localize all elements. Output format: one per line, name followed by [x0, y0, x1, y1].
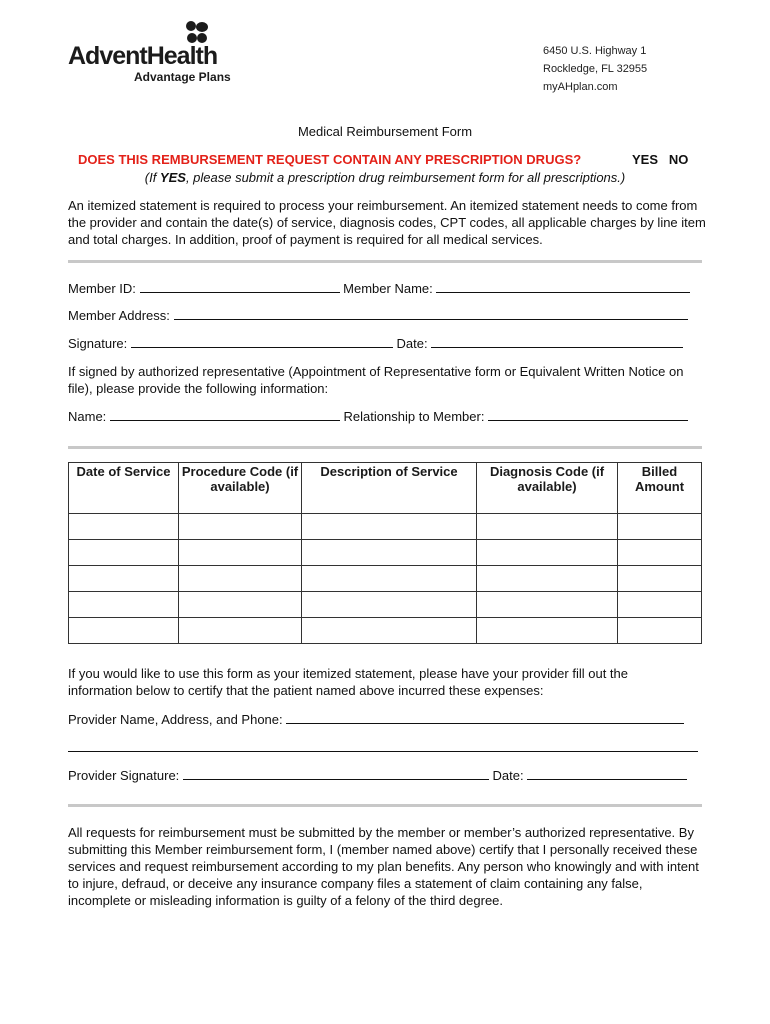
col-billed-amount: Billed Amount: [618, 463, 702, 514]
table-cell[interactable]: [69, 618, 179, 644]
provider-signature-row: [68, 767, 687, 783]
rx-yes-option[interactable]: YES: [632, 152, 659, 167]
table-row: [69, 514, 702, 540]
representative-row: [68, 408, 688, 424]
table-cell[interactable]: [179, 592, 302, 618]
table-cell[interactable]: [179, 618, 302, 644]
provider-date-field[interactable]: [527, 767, 687, 780]
table-cell[interactable]: [477, 566, 618, 592]
member-id-label: Member ID:: [68, 281, 136, 296]
table-cell[interactable]: [618, 514, 702, 540]
table-cell[interactable]: [618, 618, 702, 644]
col-date-of-service: Date of Service: [69, 463, 179, 514]
table-row: [69, 592, 702, 618]
provider-name-row-2: [68, 739, 698, 755]
col-description: Description of Service: [302, 463, 477, 514]
signature-row: [68, 335, 683, 351]
table-row: [69, 618, 702, 644]
table-cell[interactable]: [179, 566, 302, 592]
rep-name-label: Name:: [68, 409, 107, 424]
col-diagnosis-code: Diagnosis Code (if available): [477, 463, 618, 514]
provider-date-label: Date:: [492, 768, 524, 783]
provider-name-label: Provider Name, Address, and Phone:: [68, 712, 283, 727]
logo-sub-text: Advantage Plans: [134, 70, 231, 84]
provider-signature-field[interactable]: [183, 767, 489, 780]
relationship-field[interactable]: [488, 408, 688, 421]
table-cell[interactable]: [618, 540, 702, 566]
member-name-field[interactable]: [436, 280, 690, 293]
company-address: [543, 42, 647, 96]
separator: [68, 446, 702, 449]
table-cell[interactable]: [302, 618, 477, 644]
website-link[interactable]: myAHplan.com: [543, 81, 618, 93]
intro-paragraph: An itemized statement is required to process your reimbursement. An itemized statement needs to come from the provider and contain the date(s) of service, diagnosis codes, CPT codes, all applicable charges by line item and total charges. In addition, proof of payment is required for all medical services.: [68, 198, 706, 247]
member-address-row: [68, 307, 688, 323]
address-line-1: 6450 U.S. Highway 1: [543, 45, 647, 57]
member-address-field[interactable]: [174, 307, 688, 320]
advent-health-logo: [68, 20, 248, 90]
table-cell[interactable]: [69, 592, 179, 618]
rep-name-field[interactable]: [110, 408, 340, 421]
table-cell[interactable]: [302, 540, 477, 566]
provider-signature-label: Provider Signature:: [68, 768, 180, 783]
rx-no-option[interactable]: NO: [668, 152, 689, 167]
member-name-label: Member Name:: [343, 281, 433, 296]
disclaimer: All requests for reimbursement must be submitted by the member or member’s authorized representative. By submitting this Member reimbursement form, I (member named above) certify that I personally received these services and request reimbursement according to my plan benefits. Any person who knowingly and with intent to injure, defraud, or deceive any insurance company files a statement of claim containing any false, incomplete or misleading information is guilty of a felony of the third degree.: [68, 825, 699, 908]
form-title: Medical Reimbursement Form: [297, 124, 473, 139]
table-cell[interactable]: [618, 566, 702, 592]
table-cell[interactable]: [477, 540, 618, 566]
table-cell[interactable]: [179, 540, 302, 566]
separator: [68, 804, 702, 807]
table-cell[interactable]: [302, 566, 477, 592]
table-cell[interactable]: [618, 592, 702, 618]
table-cell[interactable]: [477, 592, 618, 618]
table-header-row: [69, 463, 702, 514]
provider-name-field[interactable]: [286, 711, 684, 724]
provider-name-field-continued[interactable]: [68, 739, 698, 752]
address-line-2: Rockledge, FL 32955: [543, 63, 648, 75]
rx-note: (If YES, please submit a prescription drug reimbursement form for all prescriptions.): [144, 170, 626, 185]
table-cell[interactable]: [69, 514, 179, 540]
table-row: [69, 540, 702, 566]
services-table: [68, 462, 702, 644]
member-address-label: Member Address:: [68, 308, 170, 323]
separator: [68, 260, 702, 263]
date-label: Date:: [396, 336, 428, 351]
member-id-field[interactable]: [140, 280, 340, 293]
member-id-row: [68, 280, 690, 296]
table-cell[interactable]: [69, 566, 179, 592]
provider-name-row: [68, 711, 684, 727]
provider-note: If you would like to use this form as your itemized statement, please have your provider fill out the information below to certify that the patient named above incurred these expenses:: [68, 666, 628, 698]
col-procedure-code: Procedure Code (if available): [179, 463, 302, 514]
table-cell[interactable]: [302, 514, 477, 540]
rx-question: DOES THIS REMBURSEMENT REQUEST CONTAIN ANY PRESCRIPTION DRUGS?: [78, 152, 582, 167]
table-row: [69, 566, 702, 592]
signature-field[interactable]: [131, 335, 393, 348]
relationship-label: Relationship to Member:: [343, 409, 485, 424]
table-cell[interactable]: [477, 514, 618, 540]
table-cell[interactable]: [302, 592, 477, 618]
table-cell[interactable]: [69, 540, 179, 566]
signature-label: Signature:: [68, 336, 128, 351]
rx-answer-options: [632, 152, 688, 167]
table-cell[interactable]: [477, 618, 618, 644]
logo-main-text: AdventHealth: [68, 42, 218, 70]
representative-note: If signed by authorized representative (Appointment of Representative form or Equivalent Written Notice on file), please provide the following information:: [68, 364, 684, 396]
table-cell[interactable]: [179, 514, 302, 540]
date-field[interactable]: [431, 335, 683, 348]
